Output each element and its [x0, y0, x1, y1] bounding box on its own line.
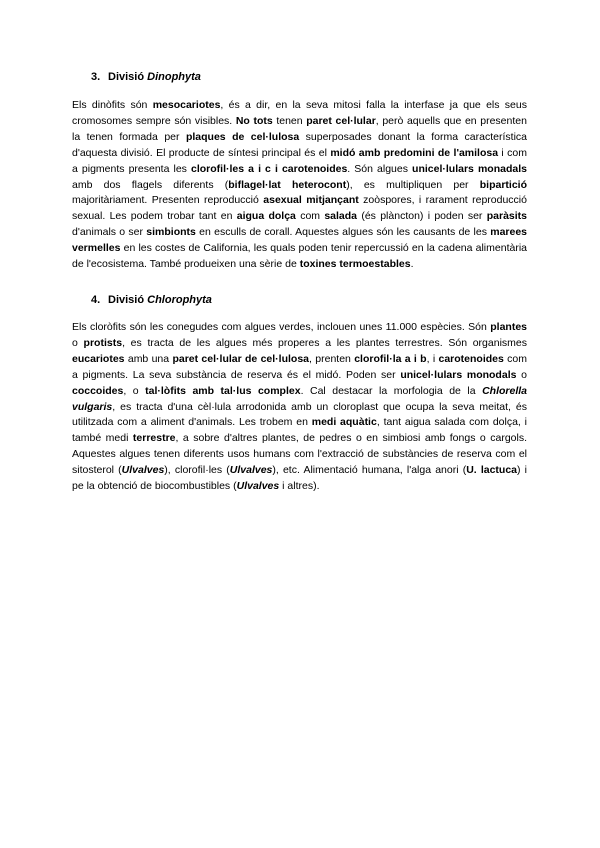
text-run: com [295, 210, 325, 223]
emphasized-term: carotenoides [438, 352, 504, 365]
text-run: . Cal destacar la morfologia de la [300, 384, 483, 397]
section-number: 3. [91, 71, 101, 83]
text-run: o [516, 368, 527, 381]
emphasized-term: marees vermelles [72, 226, 528, 255]
text-run: i com a pigments presenta les [72, 146, 527, 175]
section-title-taxon: Chlorophyta [147, 294, 212, 306]
section-paragraph-dinophyta [72, 98, 527, 273]
emphasized-term: paràsits [486, 210, 528, 223]
text-run: ), etc. Alimentació humana, l'alga anori ( [272, 464, 467, 477]
emphasized-term: paret cel·lular de cel·lulosa [172, 352, 310, 365]
text-run: amb una [124, 352, 173, 365]
section-title-taxon: Dinophyta [147, 71, 201, 83]
text-run: com a pigments. La seva substància de reserva és el midó. Poden ser [72, 352, 527, 381]
text-run: , o [123, 384, 146, 397]
text-run: , i [426, 352, 439, 365]
emphasized-term: Ulvalves [229, 464, 273, 477]
emphasized-term: medi aquàtic [311, 416, 377, 429]
emphasized-term: salada [324, 210, 358, 223]
text-run: , tant aigua salada com dolça, i també medi [72, 416, 527, 445]
emphasized-term: clorofil·la a i b [354, 352, 427, 365]
emphasized-term: tal·lòfits amb tal·lus complex [145, 384, 301, 397]
text-run: . Són algues [347, 162, 413, 175]
text-run: o [72, 336, 84, 349]
text-run: , però aquells que en presenten la tenen formada per [72, 114, 527, 143]
section-paragraph-chlorophyta [72, 320, 527, 495]
emphasized-term: unicel·lulars monadals [412, 162, 527, 175]
emphasized-term: terrestre [132, 432, 176, 445]
emphasized-term: protists [83, 336, 123, 349]
section-heading-dinophyta [91, 70, 201, 84]
text-run: majoritàriament. Presenten reproducció [72, 194, 264, 207]
section-number: 4. [91, 294, 101, 306]
text-run: , prenten [309, 352, 355, 365]
text-run: tenen [272, 114, 307, 127]
emphasized-term: coccoides [72, 384, 124, 397]
emphasized-term: Ulvalves [121, 464, 165, 477]
emphasized-term: midó amb predomini de l'amilosa [330, 146, 499, 159]
emphasized-term: paret cel·lular [306, 114, 376, 127]
text-run: en les costes de California, les quals poden tenir repercussió en la cadena alimentària de l'ecosistema. També produeixen una sèrie de [72, 242, 527, 271]
emphasized-term: Chlorella vulgaris [72, 384, 528, 413]
text-run: , és a dir, en la seva mitosi falla la interfase ja que els seus cromosomes sempre són visibles. [72, 99, 527, 127]
emphasized-term: simbionts [146, 226, 196, 239]
text-run: (és plàncton) i poden ser [357, 210, 487, 223]
emphasized-term: aigua dolça [236, 210, 296, 223]
emphasized-term: asexual mitjançant [263, 194, 359, 207]
text-run: superposades donant la forma característica d'aquesta divisió. El producte de síntesi principal és el [72, 130, 527, 159]
text-run: d'animals o ser [72, 226, 147, 239]
emphasized-term: eucariotes [72, 352, 125, 365]
section-heading-chlorophyta [91, 293, 212, 307]
text-run: Els dinòfits són [72, 99, 153, 111]
emphasized-term: mesocariotes [152, 99, 221, 111]
emphasized-term: plantes [490, 321, 527, 333]
emphasized-term: No tots [235, 114, 273, 127]
emphasized-term: toxines termoestables [299, 258, 411, 271]
text-run: amb dos flagels diferents ( [72, 178, 229, 191]
text-run: ), es multipliquen per [346, 178, 480, 191]
emphasized-term: U. lactuca [466, 464, 518, 477]
text-run: . [410, 258, 414, 271]
emphasized-term: unicel·lulars monodals [400, 368, 517, 381]
text-run: , a sobre d'altres plantes, de pedres o en simbiosi amb fongs o cargols. Aquestes algues tenen diferents usos humans com l'extracció de substàncies de reserva com el sitosterol ( [72, 432, 528, 477]
text-run: , es tracta d'una cèl·lula arrodonida amb un cloroplast que ocupa la seva meitat, és utilitzada com a aliment d'animals. Les trobem en [72, 400, 527, 429]
text-run: i altres). [279, 480, 320, 493]
text-run: ) i pe la obtenció de biocombustibles ( [72, 464, 528, 493]
section-title-prefix: Divisió [108, 71, 148, 83]
text-run: en esculls de corall. Aquestes algues són les causants de les [195, 226, 491, 239]
text-run: , es tracta de les algues més properes a les plantes terrestres. Són organismes [122, 336, 527, 349]
emphasized-term: Ulvalves [236, 480, 280, 493]
section-title-prefix: Divisió [108, 294, 148, 306]
text-run: ), clorofil·les ( [164, 464, 230, 477]
emphasized-term: bipartició [479, 178, 527, 191]
text-run: Els cloròfits són les conegudes com algues verdes, inclouen unes 11.000 espècies. Són [72, 321, 491, 333]
emphasized-term: biflagel·lat heterocont [228, 178, 347, 191]
text-run: zoòspores, i rarament reproducció sexual. Les podem trobar tant en [72, 194, 527, 223]
emphasized-term: clorofil·les a i c i carotenoides [191, 162, 348, 175]
emphasized-term: plaques de cel·lulosa [185, 130, 300, 143]
